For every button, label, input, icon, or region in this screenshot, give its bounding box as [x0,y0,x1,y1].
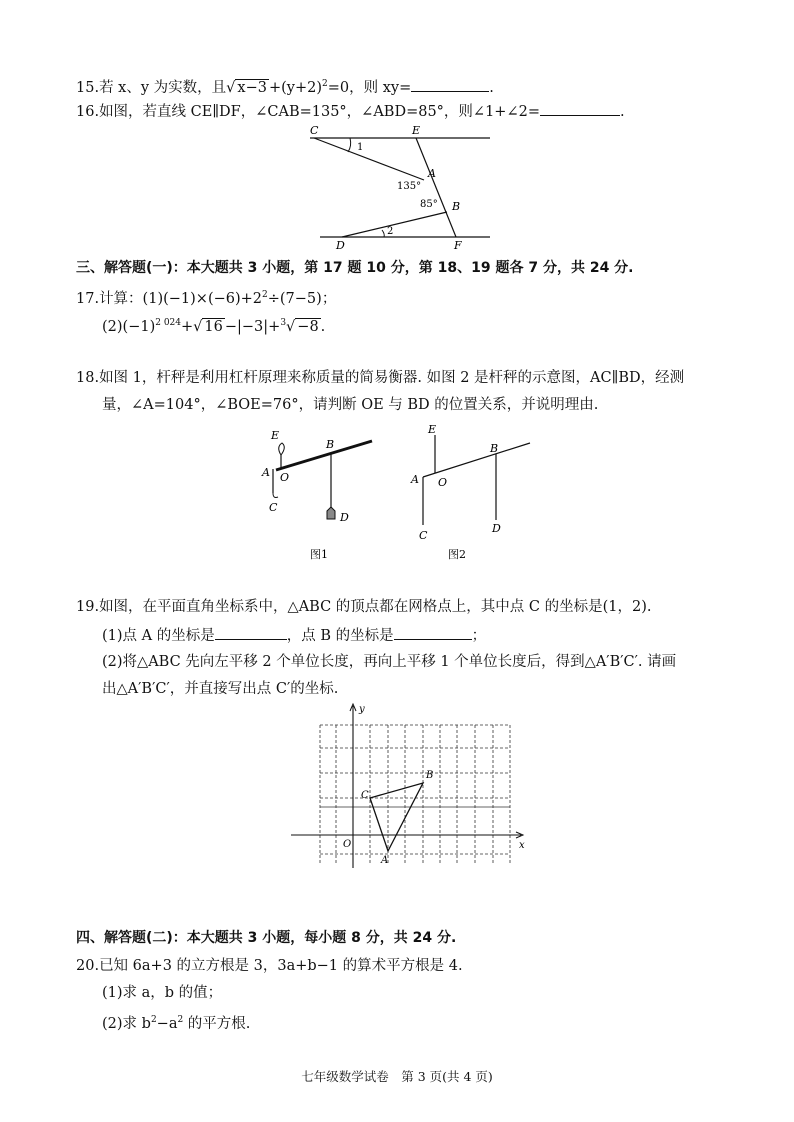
answer-blank-19a[interactable] [215,625,287,640]
question-16: 16.如图，若直线 CE∥DF，∠CAB=135°，∠ABD=85°，则∠1+∠2= . [76,101,625,122]
angle-135-label: 135° [397,181,422,192]
question-18-line-1: 18.如图 1，杆秤是利用杠杆原理来称质量的简易衡器. 如图 2 是杆秤的示意图，AC∥BD，经测 [76,370,685,386]
page-footer: 七年级数学试卷 第 3 页(共 4 页) [301,1069,493,1084]
question-20-part-2: (2)求 $b^2-a^2$ 的平方根. [102,1015,251,1032]
question-19-part-1: (1)点 A 的坐标是 ，点 B 的坐标是 ； [102,625,486,646]
fig2-label-B: B [490,442,499,455]
question-17-part-1: 17.计算：$(1)(-1)\times(-6)+2^2\div(7-5)$； [76,290,337,307]
fig2-label-D: D [492,522,501,535]
fig1-label-A: A [262,466,270,479]
figure-2-caption: 图2 [448,548,466,561]
label-C: C [310,124,319,137]
fig1-label-D: D [340,511,349,524]
x-axis-label: x [519,840,525,851]
angle-2-label: 2 [387,226,394,237]
answer-blank-19b[interactable] [394,625,472,640]
fig1-label-B: B [326,438,335,451]
origin-label: O [343,839,352,850]
fig1-label-C: C [269,501,278,514]
label-E: E [412,124,421,137]
point-A-label: A [381,855,389,866]
label-D: D [336,239,345,252]
question-19-line-1: 19.如图，在平面直角坐标系中，△ABC 的顶点都在网格点上，其中点 C 的坐标是(1，2). [76,599,652,615]
question-20-line-1: 20.已知 6a+3 的立方根是 3，3a+b−1 的算术平方根是 4. [76,958,463,974]
sqrt-expression: x−3 [237,79,267,96]
answer-blank-15[interactable] [411,77,489,92]
question-19-part-2-line-2: 出△A′B′C′，并直接写出点 C′的坐标. [102,681,339,697]
label-A: A [428,167,436,180]
fig2-label-A: A [411,473,419,486]
fig1-label-E: E [271,429,280,442]
section-3-title: 三、解答题(一)：本大题共 3 小题，第 17 题 10 分，第 18、19 题各 7 分，共 24 分. [76,260,634,276]
question-19-part-2-line-1: (2)将△ABC 先向左平移 2 个单位长度，再向上平移 1 个单位长度后，得到△A′B′C′. 请画 [102,654,677,670]
parallel-lines-figure [300,122,500,252]
answer-blank-16[interactable] [540,101,620,116]
y-axis-label: y [359,704,365,715]
fig2-label-O: O [438,476,448,489]
coordinate-grid [285,700,530,870]
angle-1-label: 1 [357,142,364,153]
label-F: F [454,239,462,252]
question-20-part-1: (1)求 a，b 的值； [102,985,223,1001]
angle-85-label: 85° [420,199,438,210]
label-B: B [452,200,461,213]
fig2-label-E: E [428,425,437,436]
figure-1-caption: 图1 [310,548,328,561]
question-15: 15.若 x、y 为实数，且√ $x-3 +(y+2)^2=0$，则 xy= . [76,74,494,98]
point-C-label: C [361,790,369,801]
fig2-label-C: C [419,529,428,542]
question-18-line-2: 量，∠A=104°，∠BOE=76°，请判断 OE 与 BD 的位置关系，并说明理由. [102,397,599,413]
steelyard-figures [258,425,538,565]
question-17-part-2: $(2)(-1)^{2 024}+√$ 16 −|−3|+$^3$√ −8 . [102,318,326,335]
fig1-label-O: O [280,471,290,484]
section-4-title: 四、解答题(二)：本大题共 3 小题，每小题 8 分，共 24 分. [76,930,457,946]
point-B-label: B [426,770,434,781]
